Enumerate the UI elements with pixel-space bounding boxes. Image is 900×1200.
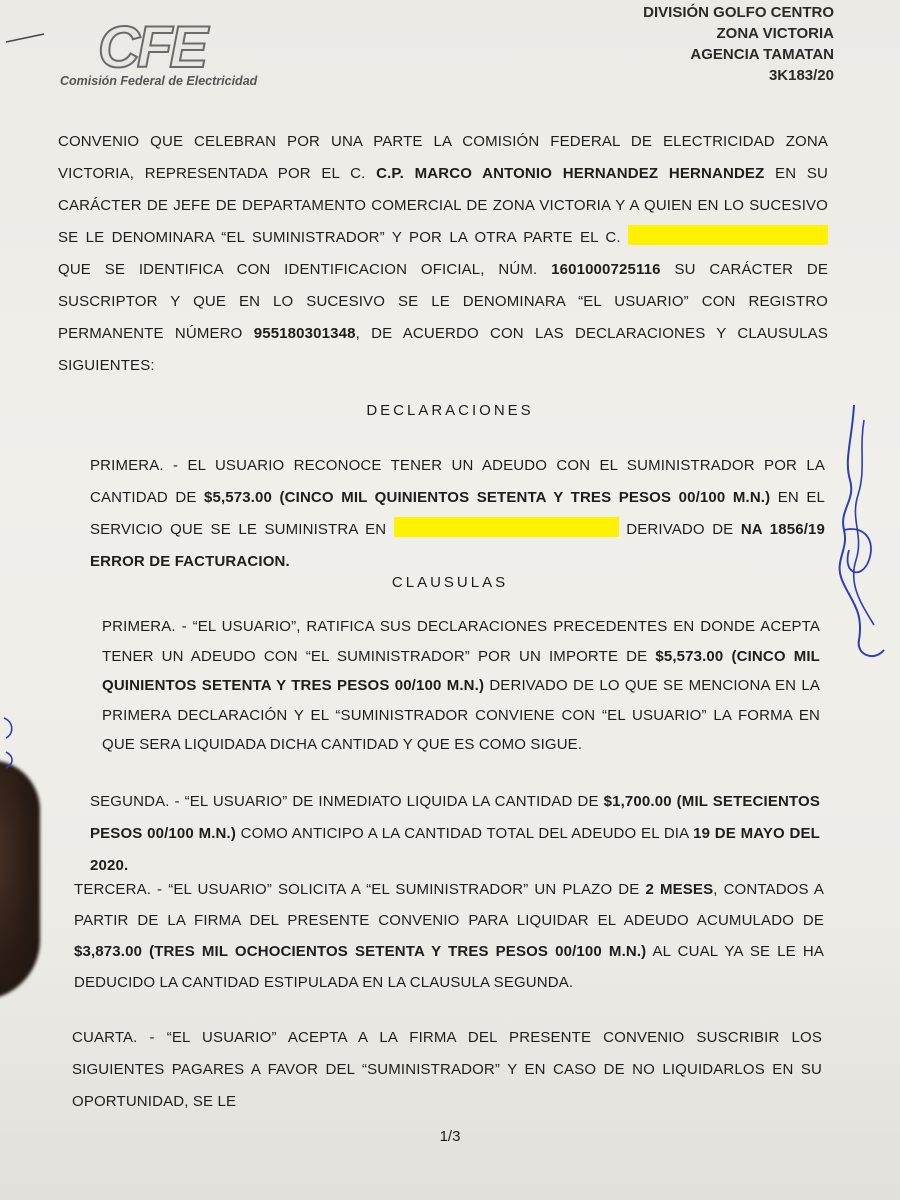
reference-number: 3K183/20 [768,67,834,84]
declaraciones-heading: DECLARACIONES [366,402,534,419]
zone: ZONA VICTORIA [716,25,834,42]
intro-text: , DE ACUERDO CON LAS DECLARACIONES Y CLAUSULAS SIGUIENTES: [58,325,828,374]
intro-text: QUE SE IDENTIFICA CON IDENTIFICACION OFICIAL, NÚM. [58,261,552,278]
clausula-cuarta [72,1022,822,1118]
redacted-name [628,225,828,245]
clause-text: PRIMERA. - EL USUARIO RECONOCE TENER UN ADEUDO CON EL SUMINISTRADOR POR LA CANTIDAD DE [90,457,825,506]
page-number: 1/3 [439,1128,461,1145]
intro-text: EN SU CARÁCTER DE JEFE DE DEPARTAMENTO COMERCIAL DE ZONA VICTORIA Y A QUIEN EN LO SUCESIVO SE LE DENOMINARA “EL SUMINISTRADOR” Y POR LA OTRA PARTE EL C. [58,165,828,246]
cfe-logo [60,15,260,98]
division: DIVISIÓN GOLFO CENTRO [643,4,834,21]
logo-mark: CFE [98,15,205,80]
id-number: 1601000725116 [551,261,661,278]
logo-name: Comisión Federal de Electricidad [60,74,258,88]
clause-text: AL CUAL YA SE LE HA DEDUCIDO LA CANTIDAD ESTIPULADA EN LA CLAUSULA SEGUNDA. [74,943,824,991]
margin-mark [0,712,24,772]
handwritten-signature [814,400,894,670]
clausulas-heading: CLAUSULAS [391,574,509,591]
intro-text: CONVENIO QUE CELEBRAN POR UNA PARTE LA COMISIÓN FEDERAL DE ELECTRICIDAD ZONA VICTORIA, REPRESENTADA POR EL C. [58,133,828,182]
clause-text: COMO ANTICIPO A LA CANTIDAD TOTAL DEL ADEUDO EL DIA [236,825,694,842]
clausula-primera [102,612,820,760]
clause-text: , CONTADOS A PARTIR DE LA FIRMA DEL PRESENTE CONVENIO PARA LIQUIDAR EL ADEUDO ACUMULADO DE [74,881,825,929]
pen-stroke [4,28,64,48]
clause-text: SEGUNDA. - “EL USUARIO” DE INMEDIATO LIQUIDA LA CANTIDAD DE [90,793,604,810]
finger-shadow [0,760,40,1000]
payment-date: 19 DE MAYO DEL 2020. [90,825,820,874]
registration-number: 955180301348 [253,325,356,342]
intro-paragraph [58,126,828,382]
header-block [643,2,834,86]
clause-text: EN EL SERVICIO QUE SE LE SUMINISTRA EN [90,489,826,538]
clause-text: CUARTA. - “EL USUARIO” ACEPTA A LA FIRMA DEL PRESENTE CONVENIO SUSCRIBIR LOS SIGUIENTES PAGARES A FAVOR DEL “SUMINISTRADOR” Y EN CASO DE NO LIQUIDARLOS EN SU OPORTUNIDAD, SE LE [72,1029,822,1110]
advance-amount: $1,700.00 (MIL SETECIENTOS PESOS 00/100 M.N.) [90,793,820,842]
intro-text: SU CARÁCTER DE SUSCRIPTOR Y QUE EN LO SUCESIVO SE LE DENOMINARA “EL USUARIO” CON REGISTRO PERMANENTE NÚMERO [58,261,828,342]
clause-text: DERIVADO DE LO QUE SE MENCIONA EN LA PRIMERA DECLARACIÓN Y EL “SUMINISTRADOR CONVIENE CON “EL USUARIO” LA FORMA EN QUE SERA LIQUIDADA DICHA CANTIDAD Y QUE ES COMO SIGUE. [102,677,820,753]
redacted-address [394,517,619,537]
debt-amount: $5,573.00 (CINCO MIL QUINIENTOS SETENTA Y TRES PESOS 00/100 M.N.) [102,647,820,694]
clausula-tercera [74,874,824,998]
debt-cause: NA 1856/19 ERROR DE FACTURACION. [90,521,825,570]
payment-term: 2 MESES [645,881,714,898]
representative-name: C.P. MARCO ANTONIO HERNANDEZ HERNANDEZ [376,165,765,182]
clausula-segunda [90,786,820,882]
agency: AGENCIA TAMATAN [690,46,834,63]
debt-amount: $5,573.00 (CINCO MIL QUINIENTOS SETENTA Y TRES PESOS 00/100 M.N.) [203,489,771,506]
clause-text: TERCERA. - “EL USUARIO” SOLICITA A “EL SUMINISTRADOR” UN PLAZO DE [74,881,646,898]
declaracion-primera [90,450,825,578]
remaining-amount: $3,873.00 (TRES MIL OCHOCIENTOS SETENTA Y TRES PESOS 00/100 M.N.) [74,943,647,960]
clause-text: PRIMERA. - “EL USUARIO”, RATIFICA SUS DECLARACIONES PRECEDENTES EN DONDE ACEPTA TENER UN ADEUDO CON “EL SUMINISTRADOR” POR UN IMPORTE DE [102,618,820,665]
clause-text: DERIVADO DE [618,521,741,538]
